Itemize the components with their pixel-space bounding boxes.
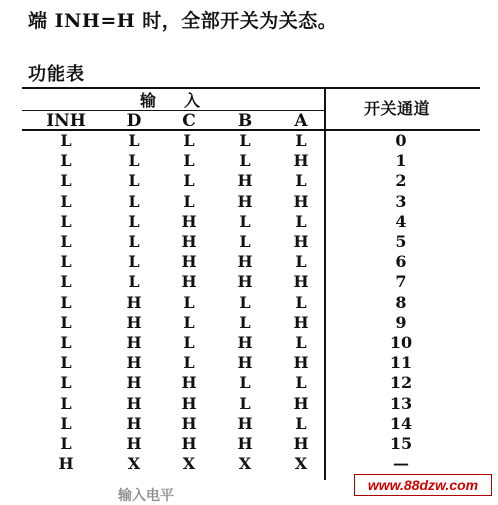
cell-b: L — [239, 151, 251, 171]
cell-c: L — [183, 292, 195, 312]
cell-b: H — [237, 353, 253, 373]
cell-inh: H — [58, 454, 74, 474]
cell-a: L — [295, 171, 307, 191]
cell-inh: L — [60, 393, 72, 413]
cell-c: X — [182, 454, 196, 474]
cell-c: L — [183, 312, 195, 332]
cell-a: L — [295, 131, 307, 150]
cell-c: H — [181, 272, 197, 292]
cell-b: L — [239, 131, 251, 150]
cell-inh: L — [60, 333, 72, 352]
cell-inh: L — [60, 373, 72, 393]
cell-c: H — [181, 211, 197, 231]
cell-channel: 15 — [389, 434, 413, 453]
cell-d: H — [126, 353, 142, 373]
cell-channel: 6 — [395, 252, 407, 272]
cell-inh: L — [60, 312, 72, 332]
cell-d: H — [126, 434, 142, 453]
cell-channel: 12 — [389, 373, 413, 393]
column-header-c: C — [182, 111, 196, 131]
cell-d: X — [127, 454, 141, 474]
cell-b: H — [237, 413, 253, 433]
cell-d: L — [128, 191, 140, 211]
table-top-rule — [22, 87, 480, 89]
cell-c: L — [183, 333, 195, 352]
cell-b: L — [239, 312, 251, 332]
column-header-d: D — [126, 111, 142, 131]
cell-inh: L — [60, 191, 72, 211]
cell-a: L — [295, 333, 307, 352]
cell-channel: 5 — [395, 232, 407, 251]
cell-a: L — [295, 292, 307, 312]
cell-a: L — [295, 413, 307, 433]
cell-channel: — — [393, 454, 409, 474]
cell-c: H — [181, 373, 197, 393]
column-header-b: B — [237, 111, 253, 131]
cell-a: H — [293, 434, 309, 453]
cell-channel: 10 — [389, 333, 413, 352]
cell-channel: 13 — [389, 393, 413, 413]
cell-c: H — [181, 252, 197, 272]
cell-d: H — [126, 393, 142, 413]
cell-a: H — [293, 151, 309, 171]
cell-c: H — [181, 413, 197, 433]
channel-header: 开关通道 — [364, 99, 431, 118]
cell-d: H — [126, 413, 142, 433]
cell-inh: L — [60, 272, 72, 292]
cell-a: L — [295, 373, 307, 393]
site-watermark: www.88dzw.com — [354, 474, 492, 496]
cell-a: L — [295, 211, 307, 231]
cell-a: X — [294, 454, 308, 474]
cell-d: L — [128, 171, 140, 191]
intro-text: 端 INH=H 时，全部开关为关态。 — [28, 10, 338, 32]
cell-d: H — [126, 312, 142, 332]
cell-channel: 4 — [395, 211, 407, 231]
cell-a: H — [293, 272, 309, 292]
cell-inh: L — [60, 211, 72, 231]
cell-inh: L — [60, 353, 72, 373]
cell-inh: L — [60, 252, 72, 272]
cell-b: L — [239, 393, 251, 413]
cell-a: L — [295, 252, 307, 272]
cell-channel: 8 — [395, 292, 407, 312]
cell-b: L — [239, 373, 251, 393]
cell-b: H — [237, 191, 253, 211]
cell-c: L — [183, 353, 195, 373]
cell-a: H — [293, 312, 309, 332]
cell-channel: 3 — [395, 191, 407, 211]
cell-d: L — [128, 232, 140, 251]
cell-inh: L — [60, 413, 72, 433]
cell-inh: L — [60, 171, 72, 191]
cell-inh: L — [60, 434, 72, 453]
cell-b: H — [237, 333, 253, 352]
cell-b: H — [237, 252, 253, 272]
cell-channel: 14 — [389, 413, 413, 433]
cell-channel: 0 — [395, 131, 407, 150]
cell-inh: L — [60, 232, 72, 251]
cell-d: H — [126, 333, 142, 352]
section-title: 功能表 — [28, 64, 85, 85]
cell-inh: L — [60, 151, 72, 171]
cell-c: H — [181, 434, 197, 453]
cell-b: L — [239, 292, 251, 312]
cell-inh: L — [60, 131, 72, 150]
cell-channel: 11 — [389, 353, 413, 373]
cell-b: H — [237, 272, 253, 292]
cell-c: L — [183, 151, 195, 171]
cell-c: H — [181, 393, 197, 413]
cell-a: H — [293, 191, 309, 211]
cell-c: H — [181, 232, 197, 251]
cell-d: H — [126, 292, 142, 312]
cell-a: H — [293, 232, 309, 251]
cell-channel: 1 — [395, 151, 407, 171]
cell-channel: 7 — [395, 272, 407, 292]
cell-inh: L — [60, 292, 72, 312]
cell-d: L — [128, 151, 140, 171]
footer-partial-text: 输入电平 — [118, 488, 174, 504]
cell-d: H — [126, 373, 142, 393]
cell-a: H — [293, 393, 309, 413]
column-header-inh: INH — [46, 111, 86, 131]
cell-channel: 2 — [395, 171, 407, 191]
channel-separator-rule — [324, 88, 326, 480]
cell-b: L — [239, 211, 251, 231]
column-header-a: A — [294, 111, 308, 131]
cell-d: L — [128, 131, 140, 150]
cell-b: H — [237, 171, 253, 191]
cell-b: L — [239, 232, 251, 251]
cell-c: L — [183, 191, 195, 211]
cell-d: L — [128, 252, 140, 272]
cell-channel: 9 — [395, 312, 407, 332]
cell-b: H — [237, 434, 253, 453]
cell-d: L — [128, 211, 140, 231]
input-group-header: 输入 — [140, 91, 229, 110]
cell-d: L — [128, 272, 140, 292]
cell-c: L — [183, 171, 195, 191]
cell-c: L — [183, 131, 195, 150]
cell-a: H — [293, 353, 309, 373]
cell-b: X — [238, 454, 252, 474]
